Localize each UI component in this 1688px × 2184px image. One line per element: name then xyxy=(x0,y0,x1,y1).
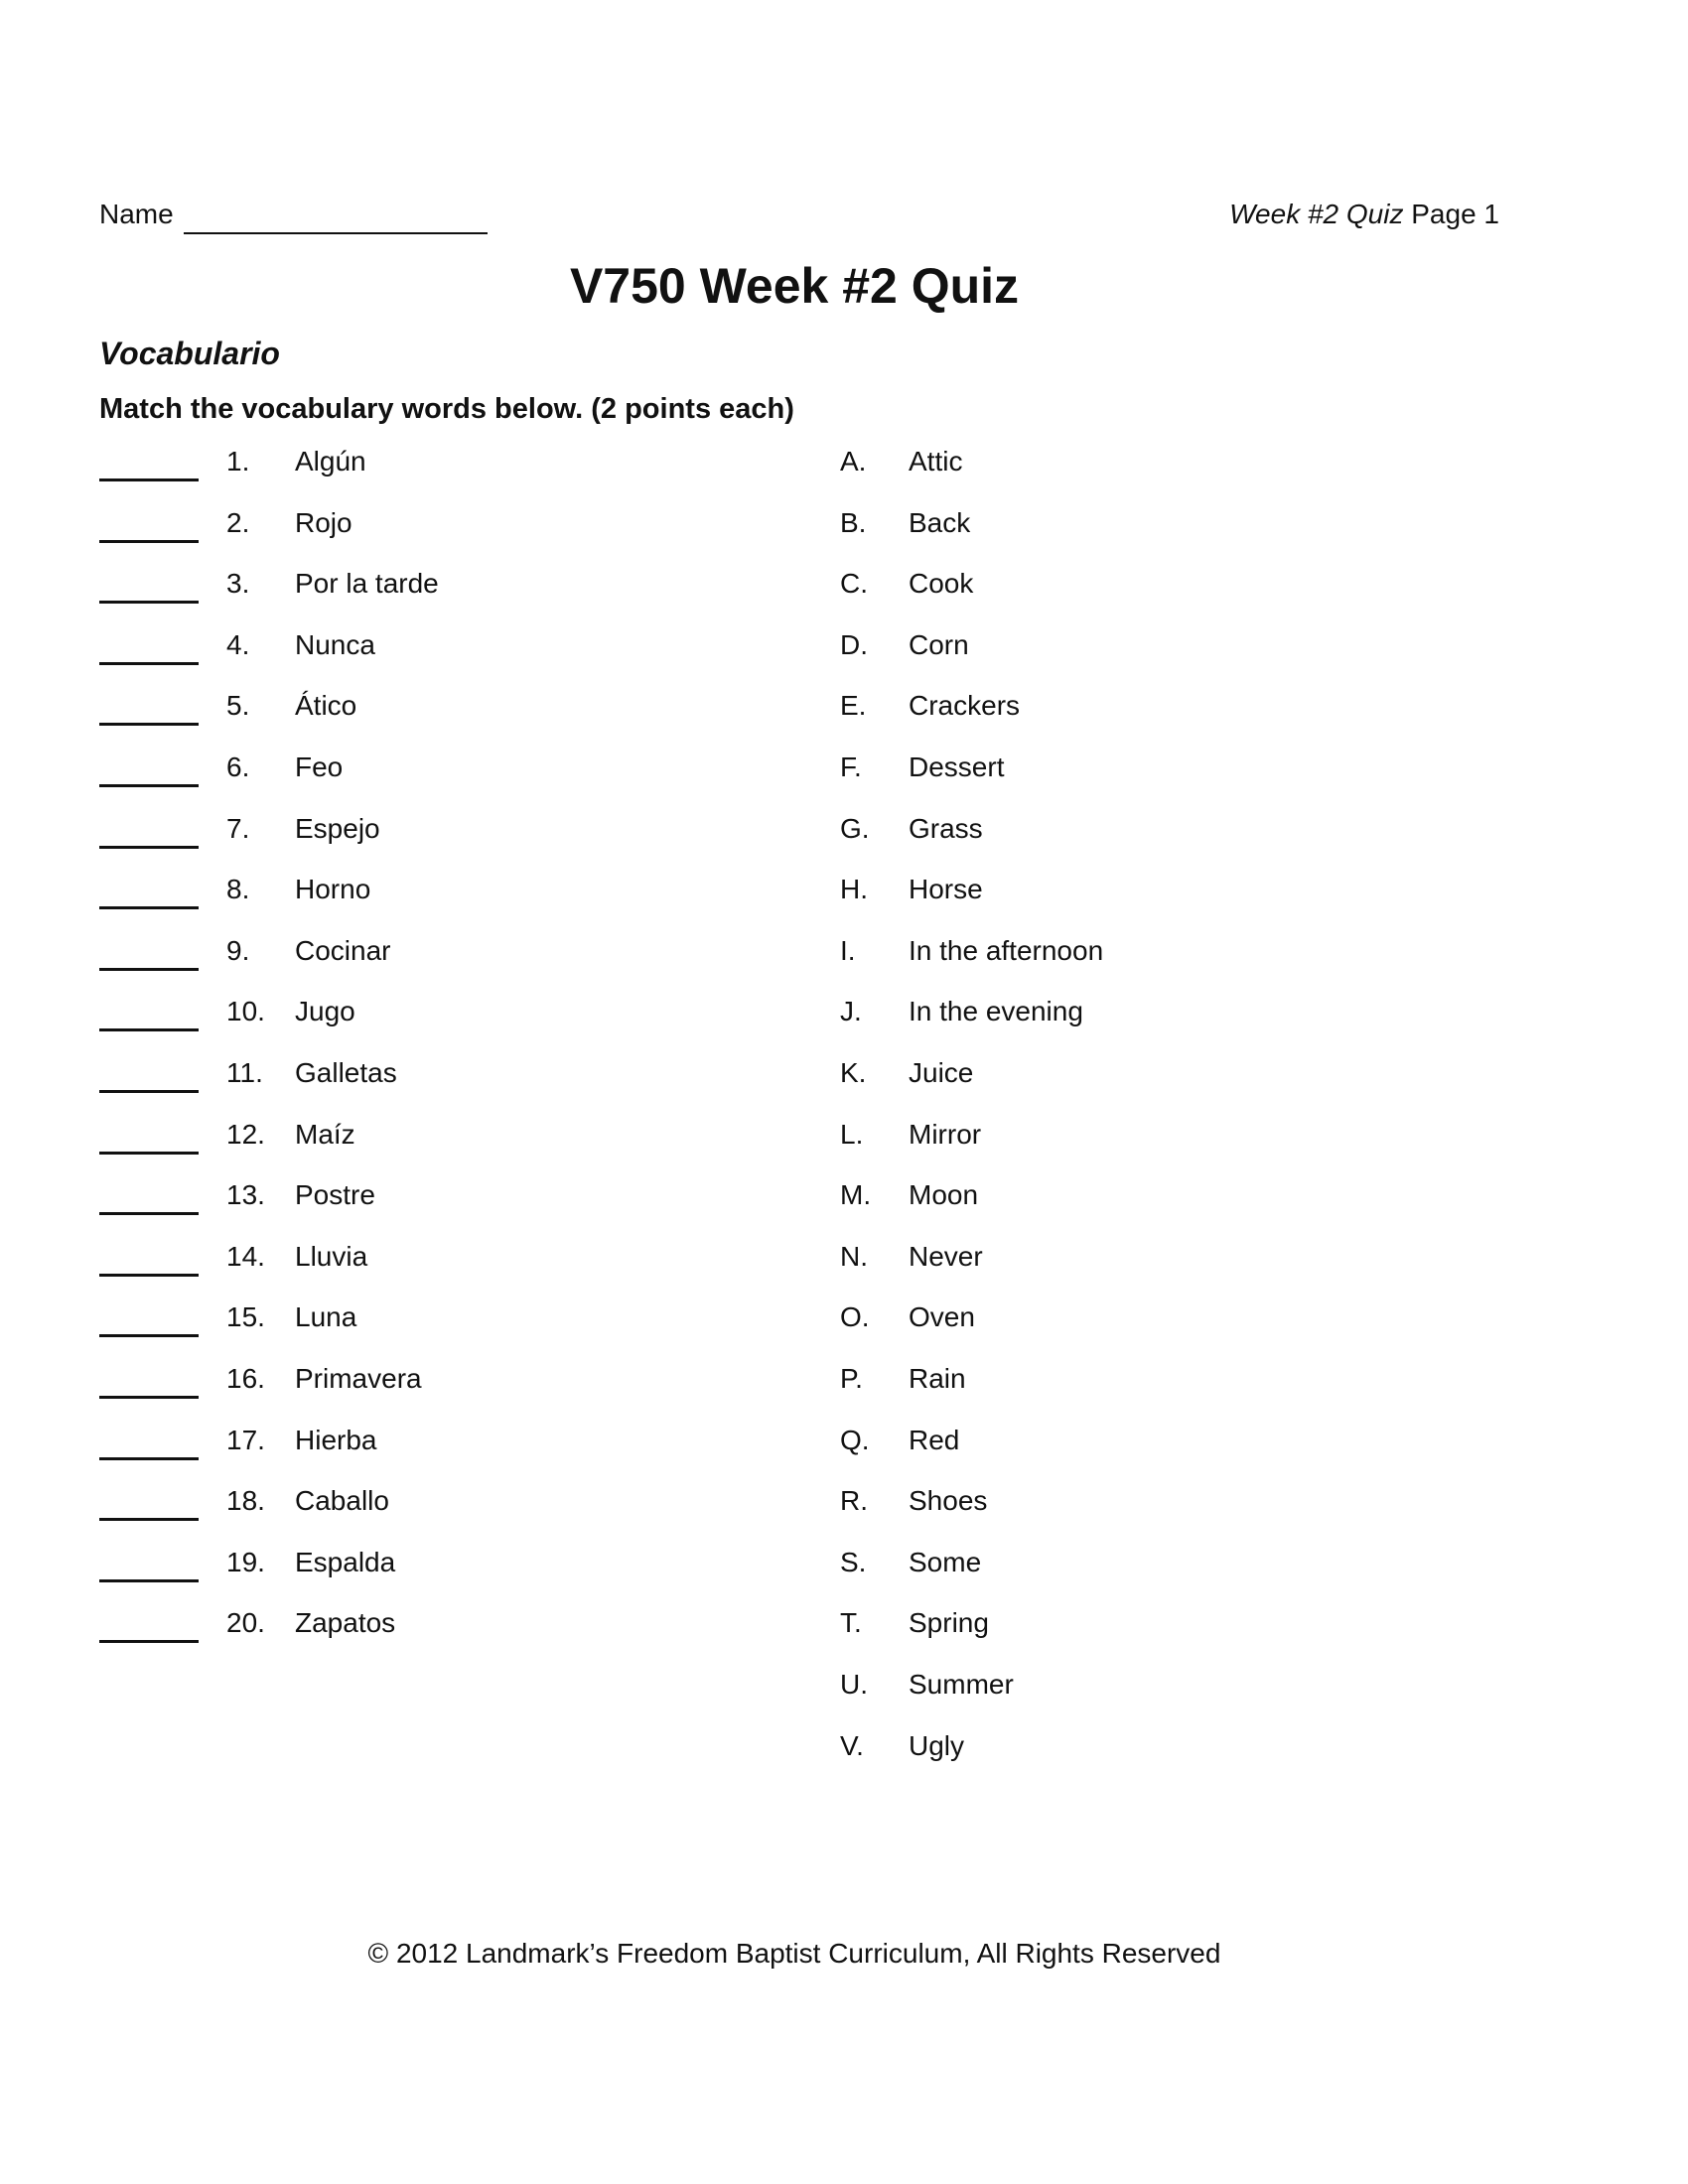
choice-definition: Moon xyxy=(909,1179,979,1210)
answer-blank[interactable] xyxy=(99,1579,199,1582)
item-number: 19. xyxy=(226,1547,265,1577)
vocab-word: Espalda xyxy=(295,1547,396,1577)
choice-letter: J. xyxy=(840,996,862,1026)
item-number: 16. xyxy=(226,1363,265,1394)
choice-definition: Grass xyxy=(909,813,983,844)
vocab-word: Galletas xyxy=(295,1057,397,1088)
answer-blank[interactable] xyxy=(99,723,199,726)
vocab-word: Maíz xyxy=(295,1119,355,1150)
vocab-word: Feo xyxy=(295,751,344,782)
choice-letter: A. xyxy=(840,446,867,477)
answer-blank[interactable] xyxy=(99,1274,199,1277)
choice-letter: C. xyxy=(840,568,868,599)
choice-definition: Corn xyxy=(909,629,969,660)
name-label: Name xyxy=(99,199,174,229)
vocab-word: Luna xyxy=(295,1301,357,1332)
vocab-word: Zapatos xyxy=(295,1607,396,1638)
choice-definition: Rain xyxy=(909,1363,966,1394)
answer-blank[interactable] xyxy=(99,846,199,849)
choice-definition: Red xyxy=(909,1425,960,1455)
answer-blank[interactable] xyxy=(99,1090,199,1093)
item-number: 20. xyxy=(226,1607,265,1638)
answer-blank[interactable] xyxy=(99,906,199,909)
choice-letter: H. xyxy=(840,874,868,904)
vocab-word: Primavera xyxy=(295,1363,422,1394)
choice-letter: R. xyxy=(840,1485,868,1516)
vocab-word: Rojo xyxy=(295,507,352,538)
choice-letter: O. xyxy=(840,1301,870,1332)
copyright-footer: © 2012 Landmark’s Freedom Baptist Curriculum, All Rights Reserved xyxy=(367,1938,1221,1969)
choice-definition: Mirror xyxy=(909,1119,982,1150)
vocab-word: Algún xyxy=(295,446,366,477)
name-blank-line[interactable] xyxy=(184,203,488,234)
answer-blank[interactable] xyxy=(99,1028,199,1031)
item-number: 5. xyxy=(226,690,250,721)
item-number: 12. xyxy=(226,1119,265,1150)
choice-letter: M. xyxy=(840,1179,872,1210)
choice-letter: S. xyxy=(840,1547,867,1577)
answer-blank[interactable] xyxy=(99,1212,199,1215)
instructions: Match the vocabulary words below. (2 points each) xyxy=(99,393,794,425)
item-number: 3. xyxy=(226,568,250,599)
answer-blank[interactable] xyxy=(99,478,199,481)
item-number: 2. xyxy=(226,507,250,538)
choice-letter: L. xyxy=(840,1119,864,1150)
vocab-word: Espejo xyxy=(295,813,380,844)
choice-definition: Some xyxy=(909,1547,982,1577)
item-number: 6. xyxy=(226,751,250,782)
item-number: 17. xyxy=(226,1425,265,1455)
choice-definition: Oven xyxy=(909,1301,975,1332)
item-number: 11. xyxy=(226,1057,263,1088)
answer-blank[interactable] xyxy=(99,540,199,543)
vocab-word: Ático xyxy=(295,690,357,721)
item-number: 13. xyxy=(226,1179,265,1210)
vocab-word: Lluvia xyxy=(295,1241,368,1272)
choice-letter: K. xyxy=(840,1057,867,1088)
answer-blank[interactable] xyxy=(99,662,199,665)
choice-definition: Attic xyxy=(909,446,963,477)
name-field xyxy=(99,195,488,234)
item-number: 1. xyxy=(226,446,250,477)
item-number: 18. xyxy=(226,1485,265,1516)
choice-letter: B. xyxy=(840,507,867,538)
item-number: 8. xyxy=(226,874,250,904)
vocab-word: Postre xyxy=(295,1179,375,1210)
choice-letter: G. xyxy=(840,813,870,844)
choice-definition: Summer xyxy=(909,1669,1014,1700)
choice-letter: T. xyxy=(840,1607,862,1638)
choice-letter: E. xyxy=(840,690,867,721)
vocab-word: Nunca xyxy=(295,629,375,660)
choice-definition: Shoes xyxy=(909,1485,988,1516)
choice-definition: Horse xyxy=(909,874,983,904)
page-quiz-label: Week #2 Quiz xyxy=(1229,199,1404,229)
vocab-word: Hierba xyxy=(295,1425,377,1455)
page-title: V750 Week #2 Quiz xyxy=(569,258,1020,314)
page-number: Page 1 xyxy=(1411,199,1499,229)
answer-blank[interactable] xyxy=(99,1152,199,1155)
choice-letter: I. xyxy=(840,935,856,966)
choice-letter: P. xyxy=(840,1363,863,1394)
item-number: 9. xyxy=(226,935,250,966)
item-number: 7. xyxy=(226,813,250,844)
answer-blank[interactable] xyxy=(99,1396,199,1399)
choice-letter: F. xyxy=(840,751,862,782)
choice-definition: Back xyxy=(909,507,971,538)
answer-blank[interactable] xyxy=(99,1640,199,1643)
choice-definition: In the afternoon xyxy=(909,935,1104,966)
answer-blank[interactable] xyxy=(99,968,199,971)
choice-definition: Ugly xyxy=(909,1730,965,1761)
choice-letter: U. xyxy=(840,1669,868,1700)
choice-letter: V. xyxy=(840,1730,864,1761)
answer-blank[interactable] xyxy=(99,601,199,604)
choice-definition: Cook xyxy=(909,568,974,599)
choice-definition: Never xyxy=(909,1241,983,1272)
answer-blank[interactable] xyxy=(99,1334,199,1337)
answer-blank[interactable] xyxy=(99,1457,199,1460)
answer-blank[interactable] xyxy=(99,784,199,787)
choice-definition: Crackers xyxy=(909,690,1021,721)
section-title: Vocabulario xyxy=(99,336,280,371)
page-indicator xyxy=(1229,195,1499,234)
item-number: 4. xyxy=(226,629,250,660)
choice-definition: In the evening xyxy=(909,996,1083,1026)
item-number: 15. xyxy=(226,1301,265,1332)
choice-definition: Dessert xyxy=(909,751,1005,782)
vocab-word: Por la tarde xyxy=(295,568,439,599)
vocab-word: Cocinar xyxy=(295,935,391,966)
choice-definition: Spring xyxy=(909,1607,989,1638)
choice-letter: D. xyxy=(840,629,868,660)
answer-blank[interactable] xyxy=(99,1518,199,1521)
vocab-word: Caballo xyxy=(295,1485,389,1516)
item-number: 14. xyxy=(226,1241,265,1272)
choice-definition: Juice xyxy=(909,1057,974,1088)
vocab-word: Horno xyxy=(295,874,371,904)
choice-letter: Q. xyxy=(840,1425,870,1455)
item-number: 10. xyxy=(226,996,265,1026)
choice-letter: N. xyxy=(840,1241,868,1272)
vocab-word: Jugo xyxy=(295,996,355,1026)
